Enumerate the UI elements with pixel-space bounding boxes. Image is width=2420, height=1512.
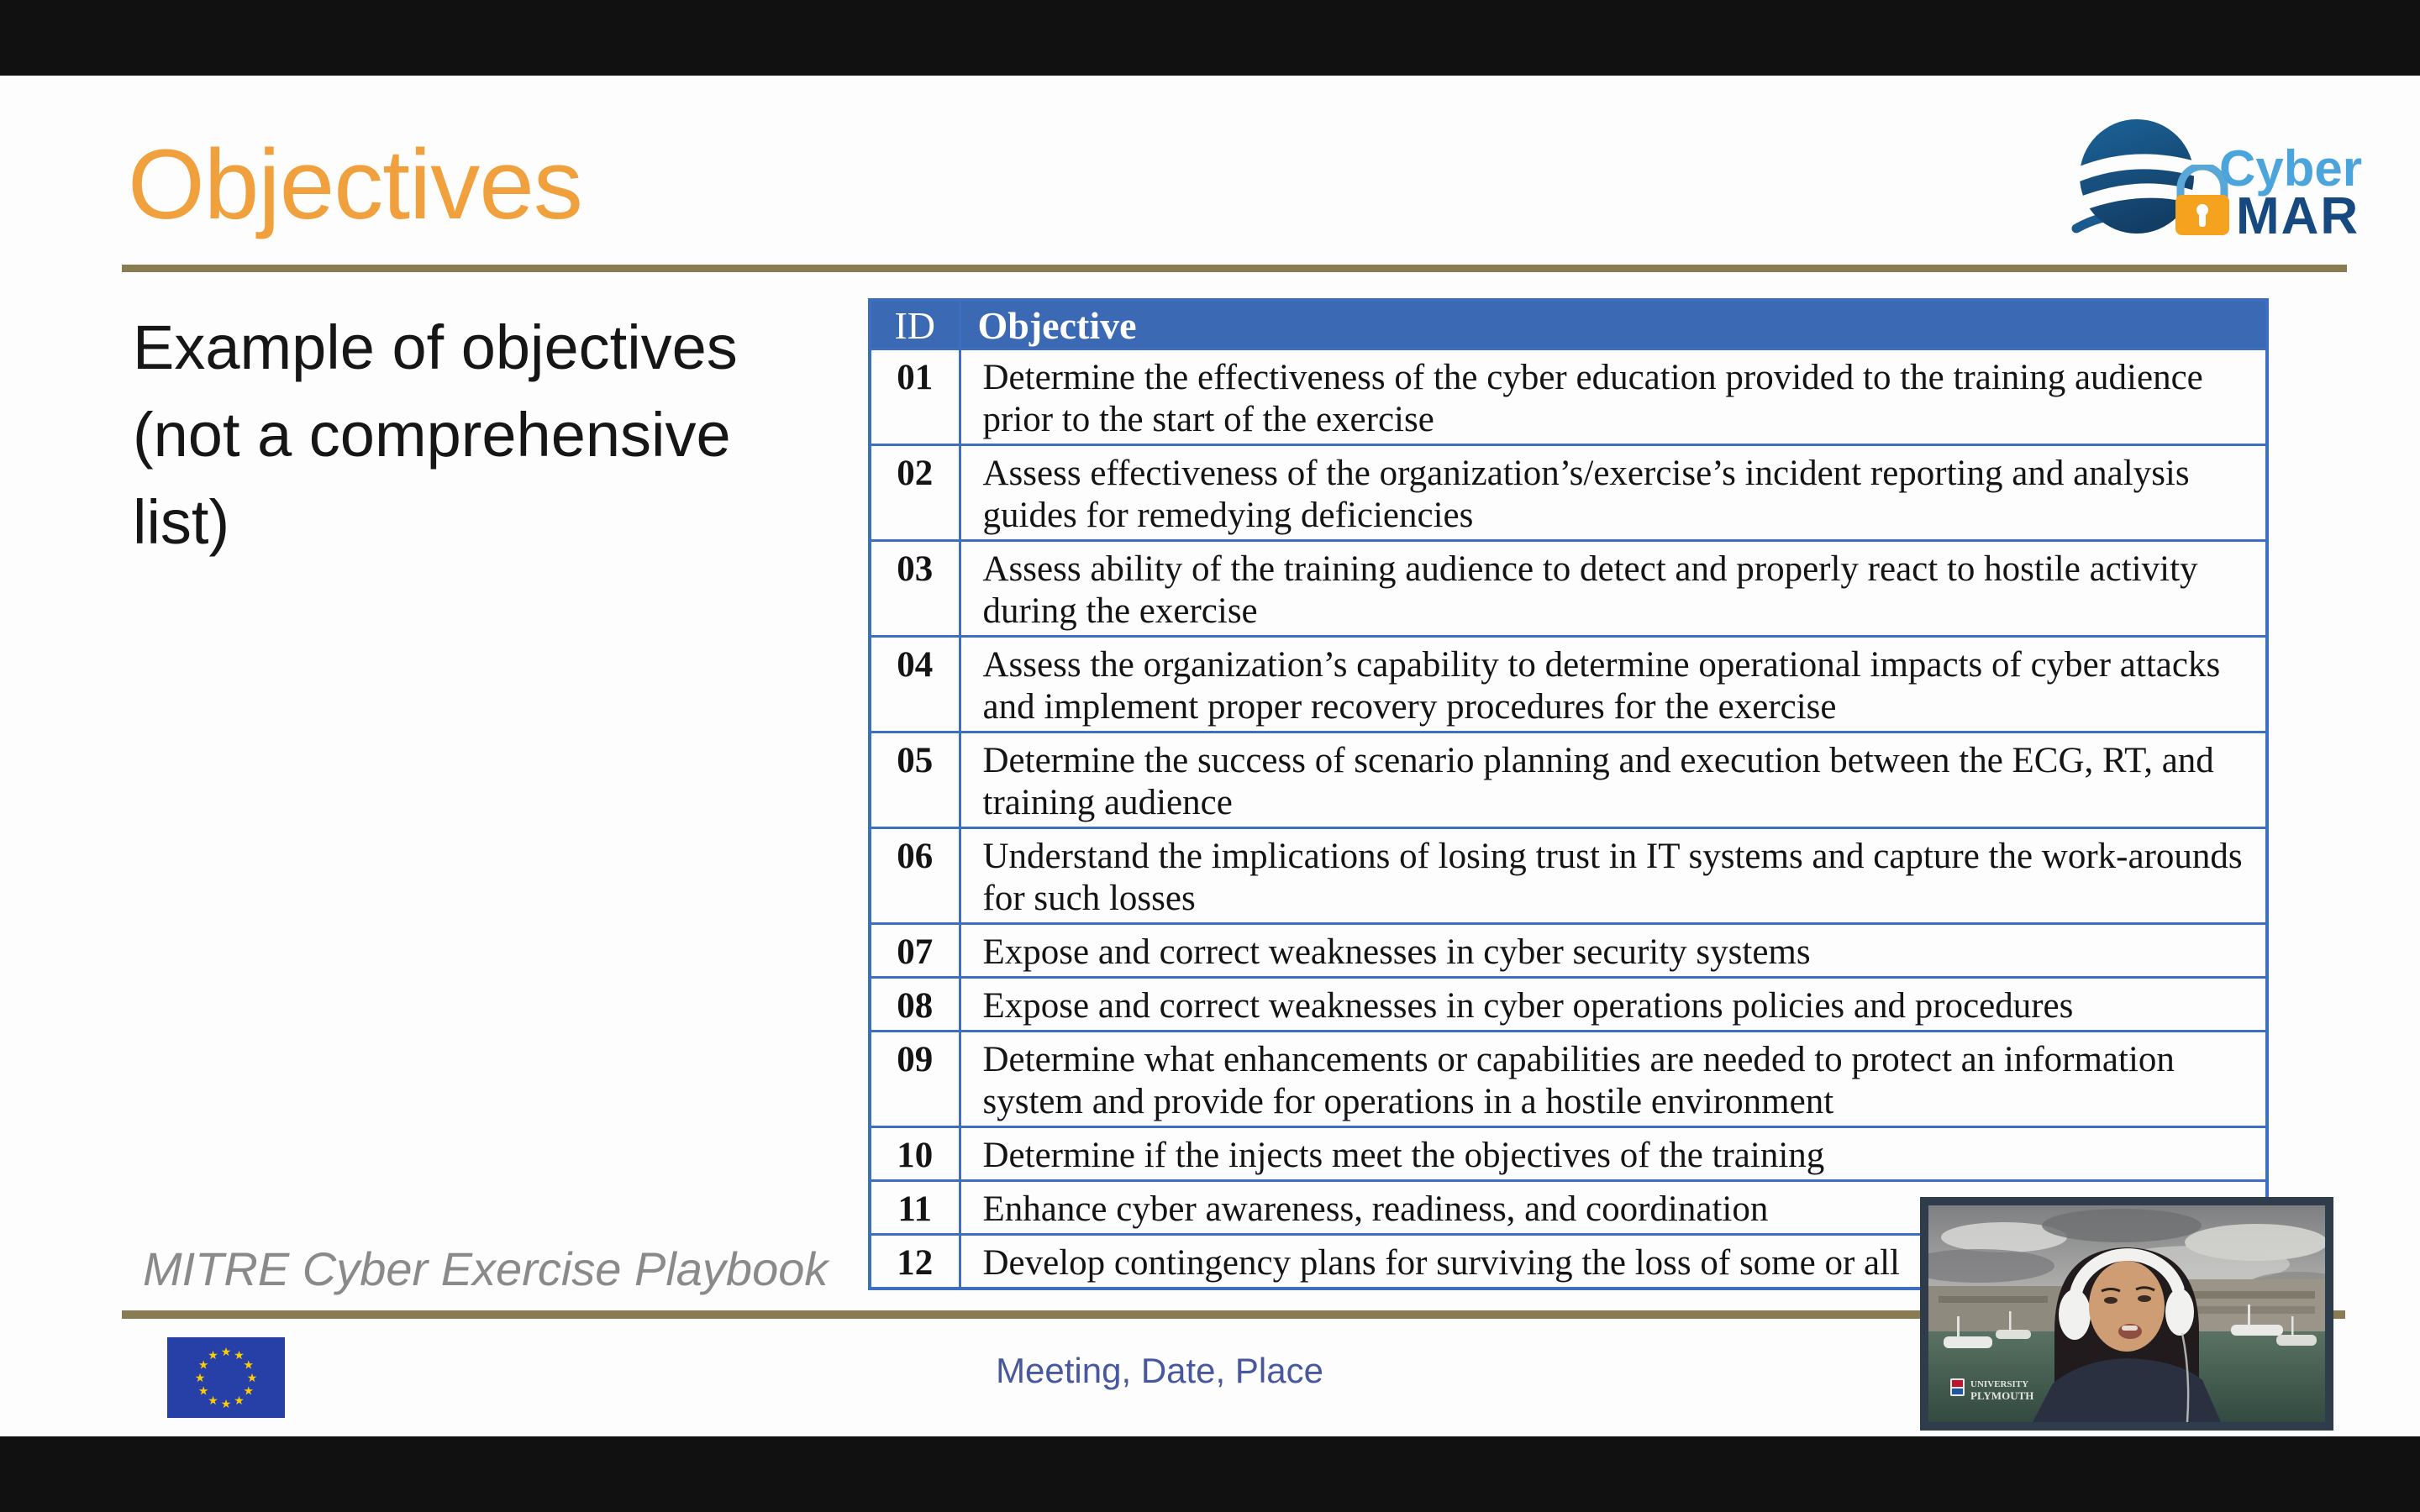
objective-text: Understand the implications of losing trust in IT systems and capture the work-arounds for such losses [960, 828, 2267, 924]
objective-text: Expose and correct weaknesses in cyber operations policies and procedures [960, 978, 2267, 1032]
table-row [870, 1127, 2267, 1181]
eu-star-icon: ★ [220, 1345, 232, 1358]
eu-star-icon: ★ [208, 1393, 218, 1407]
table-row [870, 445, 2267, 541]
table-row [870, 541, 2267, 637]
logo-text-cyber: Cyber [2219, 140, 2363, 197]
objective-text: Determine if the injects meet the objectives of the training [960, 1127, 2267, 1181]
objective-text: Enhance cyber awareness, readiness, and coordination [960, 1181, 2267, 1235]
subtitle-line: (not a comprehensive [133, 400, 731, 470]
slide-title: Objectives [128, 129, 582, 240]
title-divider [122, 265, 2347, 272]
table-row [870, 637, 2267, 732]
subtitle [133, 304, 855, 566]
webcam-overlay [1920, 1197, 2333, 1431]
objective-text: Expose and correct weaknesses in cyber security systems [960, 924, 2267, 978]
eu-flag-icon [167, 1337, 285, 1418]
webcam-video [1928, 1205, 2325, 1422]
cybermar-logo [2063, 118, 2363, 265]
objective-text: Assess ability of the training audience to detect and properly react to hostile activity during the exercise [960, 541, 2267, 637]
objective-id: 07 [870, 924, 960, 978]
table-row [870, 978, 2267, 1032]
objective-text: Assess effectiveness of the organization’s/exercise’s incident reporting and analysis guides for remedying deficiencies [960, 445, 2267, 541]
objective-text: Determine the success of scenario planning and execution between the ECG, RT, and training audience [960, 732, 2267, 828]
letterbox-bottom [0, 1436, 2420, 1512]
objective-id: 01 [870, 349, 960, 445]
table-row [870, 732, 2267, 828]
svg-text:UNIVERSITY: UNIVERSITY [1970, 1379, 2029, 1389]
subtitle-line: Example of objectives [133, 312, 738, 382]
table-row [870, 828, 2267, 924]
objective-text: Assess the organization’s capability to determine operational impacts of cyber attacks and implement proper recovery procedures for the exercise [960, 637, 2267, 732]
objective-id: 02 [870, 445, 960, 541]
objective-text: Determine what enhancements or capabilities are needed to protect an information system and provide for operations in a hostile environment [960, 1032, 2267, 1127]
objective-id: 05 [870, 732, 960, 828]
objective-id: 09 [870, 1032, 960, 1127]
objective-id: 12 [870, 1235, 960, 1289]
footer-meeting-text: Meeting, Date, Place [996, 1351, 1323, 1390]
col-header-id: ID [870, 300, 960, 349]
logo-text-mar: MAR [2236, 187, 2360, 245]
eu-star-icon: ★ [194, 1371, 206, 1384]
source-note: MITRE Cyber Exercise Playbook [143, 1242, 829, 1295]
eu-star-icon: ★ [234, 1393, 245, 1407]
objective-id: 11 [870, 1181, 960, 1235]
table-header-row [870, 300, 2267, 349]
subtitle-line: list) [133, 487, 230, 557]
eu-star-icon: ★ [234, 1348, 245, 1362]
table-row [870, 349, 2267, 445]
objectives-table [868, 298, 2269, 1290]
objective-id: 04 [870, 637, 960, 732]
eu-star-icon: ★ [197, 1357, 209, 1372]
eu-star-icon: ★ [208, 1348, 218, 1362]
eu-star-icon: ★ [243, 1383, 255, 1398]
objective-id: 08 [870, 978, 960, 1032]
eu-star-icon: ★ [246, 1371, 258, 1384]
eu-star-icon: ★ [243, 1357, 255, 1372]
svg-text:PLYMOUTH: PLYMOUTH [1970, 1389, 2034, 1402]
objective-id: 06 [870, 828, 960, 924]
presentation-slide [0, 76, 2420, 1436]
objective-text: Develop contingency plans for surviving the loss of some or all [960, 1235, 2267, 1289]
table-row [870, 924, 2267, 978]
eu-star-icon: ★ [197, 1383, 209, 1398]
objective-id: 03 [870, 541, 960, 637]
eu-star-icon: ★ [220, 1397, 232, 1410]
objective-id: 10 [870, 1127, 960, 1181]
objective-text: Determine the effectiveness of the cyber education provided to the training audience prior to the start of the exercise [960, 349, 2267, 445]
col-header-objective: Objective [960, 300, 2267, 349]
table-row [870, 1032, 2267, 1127]
letterbox-top [0, 0, 2420, 76]
